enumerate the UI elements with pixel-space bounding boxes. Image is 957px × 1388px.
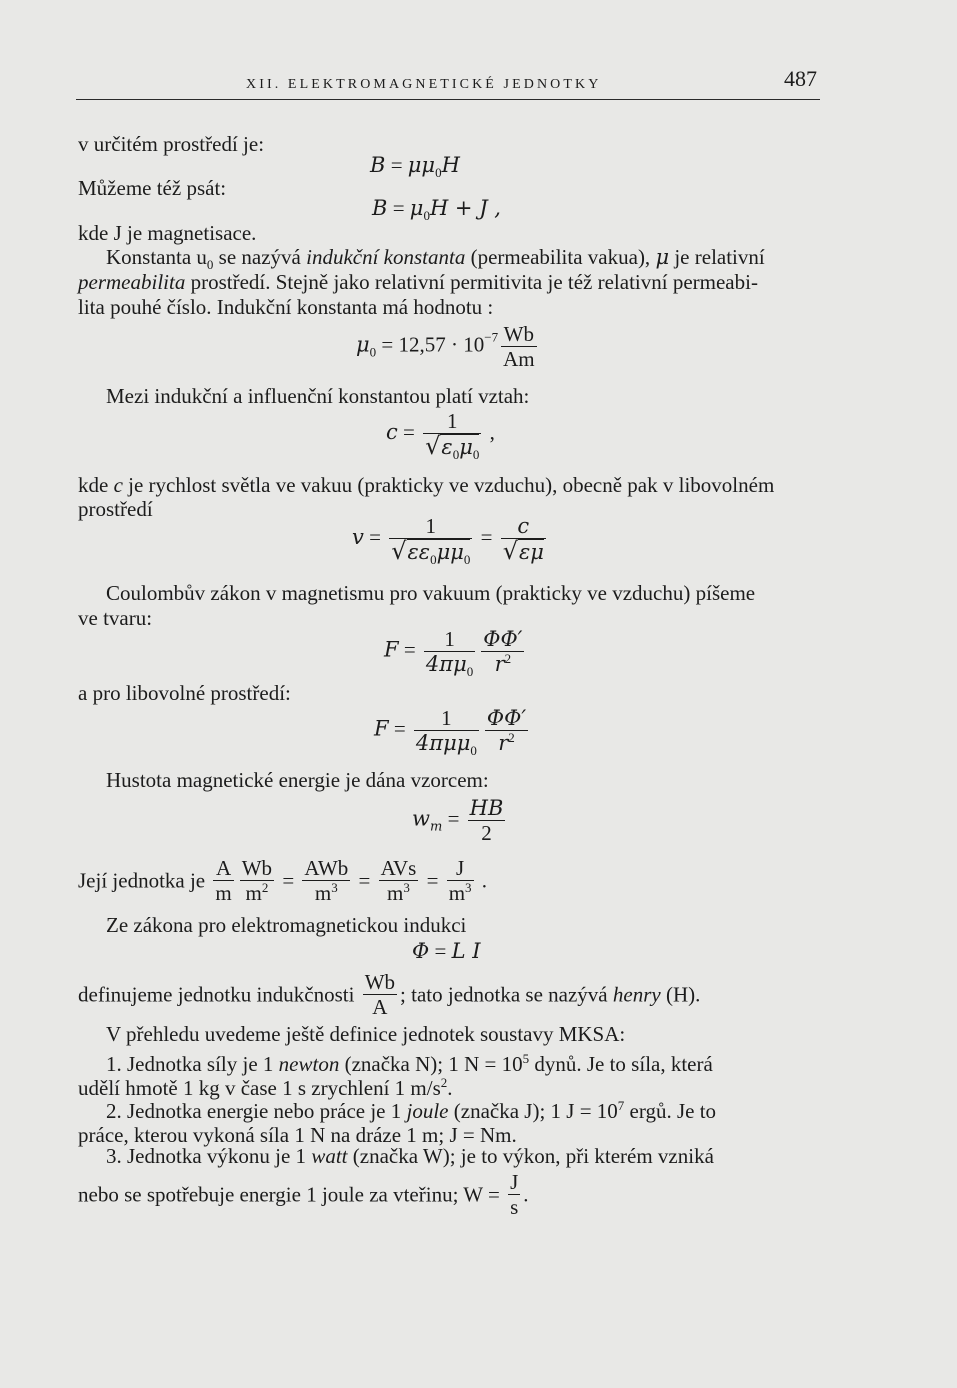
line-8: Ze zákona pro elektromagnetickou indukci [106, 913, 467, 937]
line-3: kde J je magnetisace. [78, 221, 257, 245]
equation-energy-density: $w_m$ = $\frac{HB}{2}$ [412, 796, 504, 845]
equation-mu0-value: $\mu_0 = 12,57 \cdot 10^{-7}$ $\frac{Wb}{Am}$ [356, 322, 535, 371]
line-5: a pro libovolné prostředí: [78, 681, 291, 705]
line-2: Můžeme též psát: [78, 176, 227, 200]
paragraph-3-line-1: Coulombův zákon v magnetismu pro vakuum (prakticky ve vzduchu) píšeme [106, 581, 756, 605]
equation-coulomb-vacuum: F = $\frac{1}{4\pi\mu_0}$ $\frac{\Phi\Phi'}{r^2}$ [384, 627, 523, 680]
item-3-line-1: 3. Jednotka výkonu je 1 watt (značka W); je to výkon, při kterém vzniká [106, 1144, 714, 1168]
line-6: Hustota magnetické energie je dána vzorcem: [106, 768, 489, 792]
paragraph-4: definujeme jednotku indukčnosti $\frac{Wb}{A}$ ; tato jednotka se nazývá henry (H). [78, 970, 701, 1019]
item-1-line-2: udělí hmotě 1 kg v čase 1 s zrychlení 1 $m/s^2$. [78, 1075, 453, 1100]
equation-b-mu-mu0-h: $B = \mu\mu_0H$ [370, 153, 460, 181]
item-2-line-1: 2. Jednotka energie nebo práce je 1 joule (značka J); 1 $J = 10^7$ ergů. Je to [106, 1098, 717, 1123]
line-4: Mezi indukční a influenční konstantou platí vztah: [106, 384, 530, 408]
line-1: v určitém prostředí je: [78, 132, 265, 156]
equation-coulomb-medium: F = $\frac{1}{4\pi\mu\mu_0}$ $\frac{\Phi\Phi'}{r^2}$ [374, 706, 527, 759]
page-number: 487 [784, 66, 817, 91]
line-9: V přehledu uvedeme ještě definice jednotek soustavy MKSA: [106, 1022, 626, 1046]
line-7-unit: Její jednotka je $\frac{A}{m}$ $\frac{Wb}{m^2}$ = $\frac{\text{AWb}}{m^3}$ = $\frac{\text{AVs}}{m^3}$ = $\frac{J}{m^3}$ . [78, 856, 488, 905]
item-1-line-1: 1. Jednotka síly je 1 newton (značka N); 1 $N = 10^5$ dynů. Je to síla, která [106, 1051, 713, 1076]
paragraph-1-line-3: lita pouhé číslo. Indukční konstanta má hodnotu : [78, 295, 494, 319]
paragraph-2-line-1: kde c je rychlost světla ve vakuu (prakticky ve vzduchu), obecně pak v libovolném [78, 473, 775, 497]
equation-c-speed-of-light: c = $\frac{1}{√\varepsilon_0\mu_0}$ , [386, 409, 495, 463]
paragraph-2-line-2: prostředí [78, 497, 153, 521]
item-3-line-2: nebo se spotřebuje energie 1 joule za vteřinu; W = $\frac{J}{s}$ . [78, 1170, 529, 1219]
equation-flux-li: Φ = L I [412, 939, 481, 963]
paragraph-1-line-2: permeabilita prostředí. Stejně jako relativní permitivita je též relativní permeabi- [78, 270, 758, 294]
paragraph-3-line-2: ve tvaru: [78, 606, 153, 630]
item-2-line-2: práce, kterou vykoná síla 1 N na dráze 1 m; J = Nm. [78, 1123, 517, 1147]
equation-v-speed-in-medium: v = $\frac{1}{√\varepsilon\varepsilon_0\mu\mu_0}$ = $\frac{c}{√\varepsilon\mu}$ [352, 514, 544, 568]
paragraph-1-line-1: Konstanta $u_0$ se nazývá indukční konstanta (permeabilita vakua), μ je relativní [106, 245, 765, 273]
header-rule [76, 99, 820, 100]
equation-b-mu0-h-plus-j: $B = \mu_0H + J$ , [372, 196, 501, 224]
running-header: XII. ELEKTROMAGNETICKÉ JEDNOTKY [246, 77, 602, 92]
